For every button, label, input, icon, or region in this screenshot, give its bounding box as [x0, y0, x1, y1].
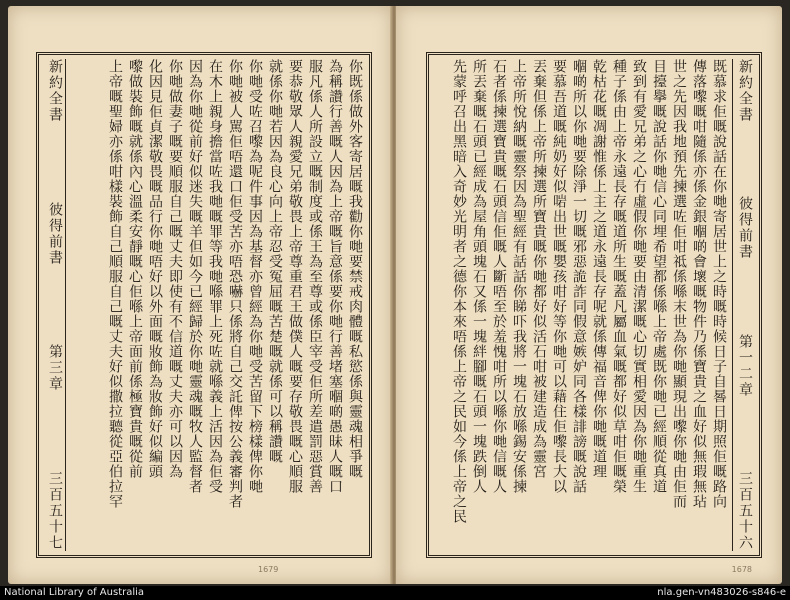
scan-number: 1678 [731, 565, 752, 574]
text-line: 你哋做妻子嘅要順服自己嘅丈夫即使有不信道嘅丈夫亦可以因為 [167, 59, 183, 479]
text-line: 在木上親身擔當咗我哋嘅罪等我哋喺罪上死咗就喺義上活因為佢受 [207, 59, 223, 494]
text-line: 嗰啲所以你哋要除淨一切嘅邪惡詭詐同假意嫉妒同各樣誹謗嘅說話 [571, 59, 587, 494]
text-line: 嚟做裝飾嘅就係內心溫柔安靜嘅心佢喺上帝面前係極寶貴嘅從前 [127, 59, 143, 479]
chapter-label: 第三章 [47, 344, 63, 393]
text-line: 丟棄但係上帝所揀選所寶貴嘅你哋都好似活石咁被建造成為靈宮 [531, 59, 547, 479]
item-identifier: nla.gen-vn483026-s846-e [657, 587, 786, 598]
text-line: 世之先因我地預先揀選咗佢咁祗係喺末世為你哋顯現出嚟你哋由佢而 [671, 59, 687, 509]
text-line: 乾枯花嘅凋謝惟係上主之道永遠長存呢就係傳福音俾你哋嘅道理 [591, 59, 607, 479]
text-line: 你哋受咗召嚟為呢件事因為基督亦曾經為你哋受苦留下榜樣俾你哋 [247, 59, 263, 494]
text-line: 種子係由上帝永遠長存嘅道所生嘅蓋凡屬血氣嘅都好似草咁佢嘅榮 [611, 59, 627, 494]
library-credit: National Library of Australia [4, 587, 145, 598]
page-number: 三百五十七 [47, 470, 63, 551]
text-line: 石者係揀選寶貴嘅石頭信佢嘅人斷唔至於羞愧咁所以喺你哋信嘅人 [491, 59, 507, 494]
chapter-label: 第一二章 [737, 333, 753, 398]
text-line: 你既係做外客寄居嘅我勸你哋要禁戒肉體嘅私慾係與靈魂相爭嘅 [347, 59, 363, 479]
footer-bar [0, 586, 790, 600]
book-title: 新約全書 [737, 59, 753, 123]
text-line: 目擡擧嘅說話你哋信心同埋希望都係喺上帝處既你哋已經順從真道 [651, 59, 667, 494]
right-page [396, 6, 782, 584]
text-line: 上帝嘅聖婦亦係咁樣裝飾自己順服自己嘅丈夫好似撒拉聽從亞伯拉罕 [107, 59, 123, 509]
text-line: 要慕吾道嘅純奶好似啱出世嘅嬰孩咁好等你哋可以藉住佢嚟長大以 [551, 59, 567, 494]
text-line: 服凡係人所設立嘅制度或係王為至尊或係臣宰受佢所差遣罰惡賞善 [307, 59, 323, 494]
text-line: 上帝所悅納嘅靈祭因為聖經有話話你睇吓我將一塊石放喺錫安係揀 [511, 59, 527, 494]
right-text-frame [426, 52, 762, 558]
book-title: 新約全書 [47, 59, 63, 123]
text-line: 因為你哋從前好似迷失嘅羊但如今已經歸於你哋靈魂嘅牧人監督者 [187, 59, 203, 494]
left-page [8, 6, 392, 584]
text-line: 傳落嚟嘅咁隨係亦係金銀嗰啲會壞嘅物件乃係寶貴之血好似無瑕無玷 [691, 59, 707, 509]
right-page-header [732, 59, 755, 551]
left-page-header [43, 59, 66, 551]
page-number: 三百五十六 [737, 470, 753, 551]
text-line: 既慕求佢嘅說話在你哋寄居世上之時嘅時候日子自晷日期照佢嘅路向 [711, 59, 727, 509]
text-line: 致到有愛兄弟之心冇虛假你哋要由清潔嘅心切實相愛因為你哋重生 [631, 59, 647, 494]
left-text-frame [36, 52, 372, 558]
text-line: 要恭敬眾人親愛兄弟敬畏上帝尊重君王做僕人嘅要存敬畏嘅心順服 [287, 59, 303, 494]
text-line: 先蒙呼召出黑暗入奇妙光明者之德你本來唔係上帝之民如今係上帝之民 [451, 59, 467, 524]
text-line: 化因見佢貞潔敬畏嘅品行你哋唔好以外面嘅妝飾為妝飾好似編頭 [147, 59, 163, 479]
text-line: 就係你哋若因為良心向上帝忍受冤屈嘅苦楚嘅就係可以稱讚嘅 [267, 59, 283, 464]
text-line: 所丟棄嘅石頭已經成為屋角頭塊石又係一塊絆腳嘅石頭一塊跌倒人 [471, 59, 487, 494]
right-text-body [433, 59, 729, 551]
left-text-body [69, 59, 365, 551]
text-line: 為稱讚行善嘅人因為上帝嘅旨意係要你哋行善堵塞嗰啲愚昧人嘅口 [327, 59, 343, 494]
scan-number: 1679 [258, 565, 279, 574]
text-line: 你哋被人駡佢唔還口佢受苦亦唔恐嚇只係將自己交託俾按公義審判者 [227, 59, 243, 509]
section-title: 彼得前書 [47, 201, 63, 266]
section-title: 彼得前書 [737, 196, 753, 261]
